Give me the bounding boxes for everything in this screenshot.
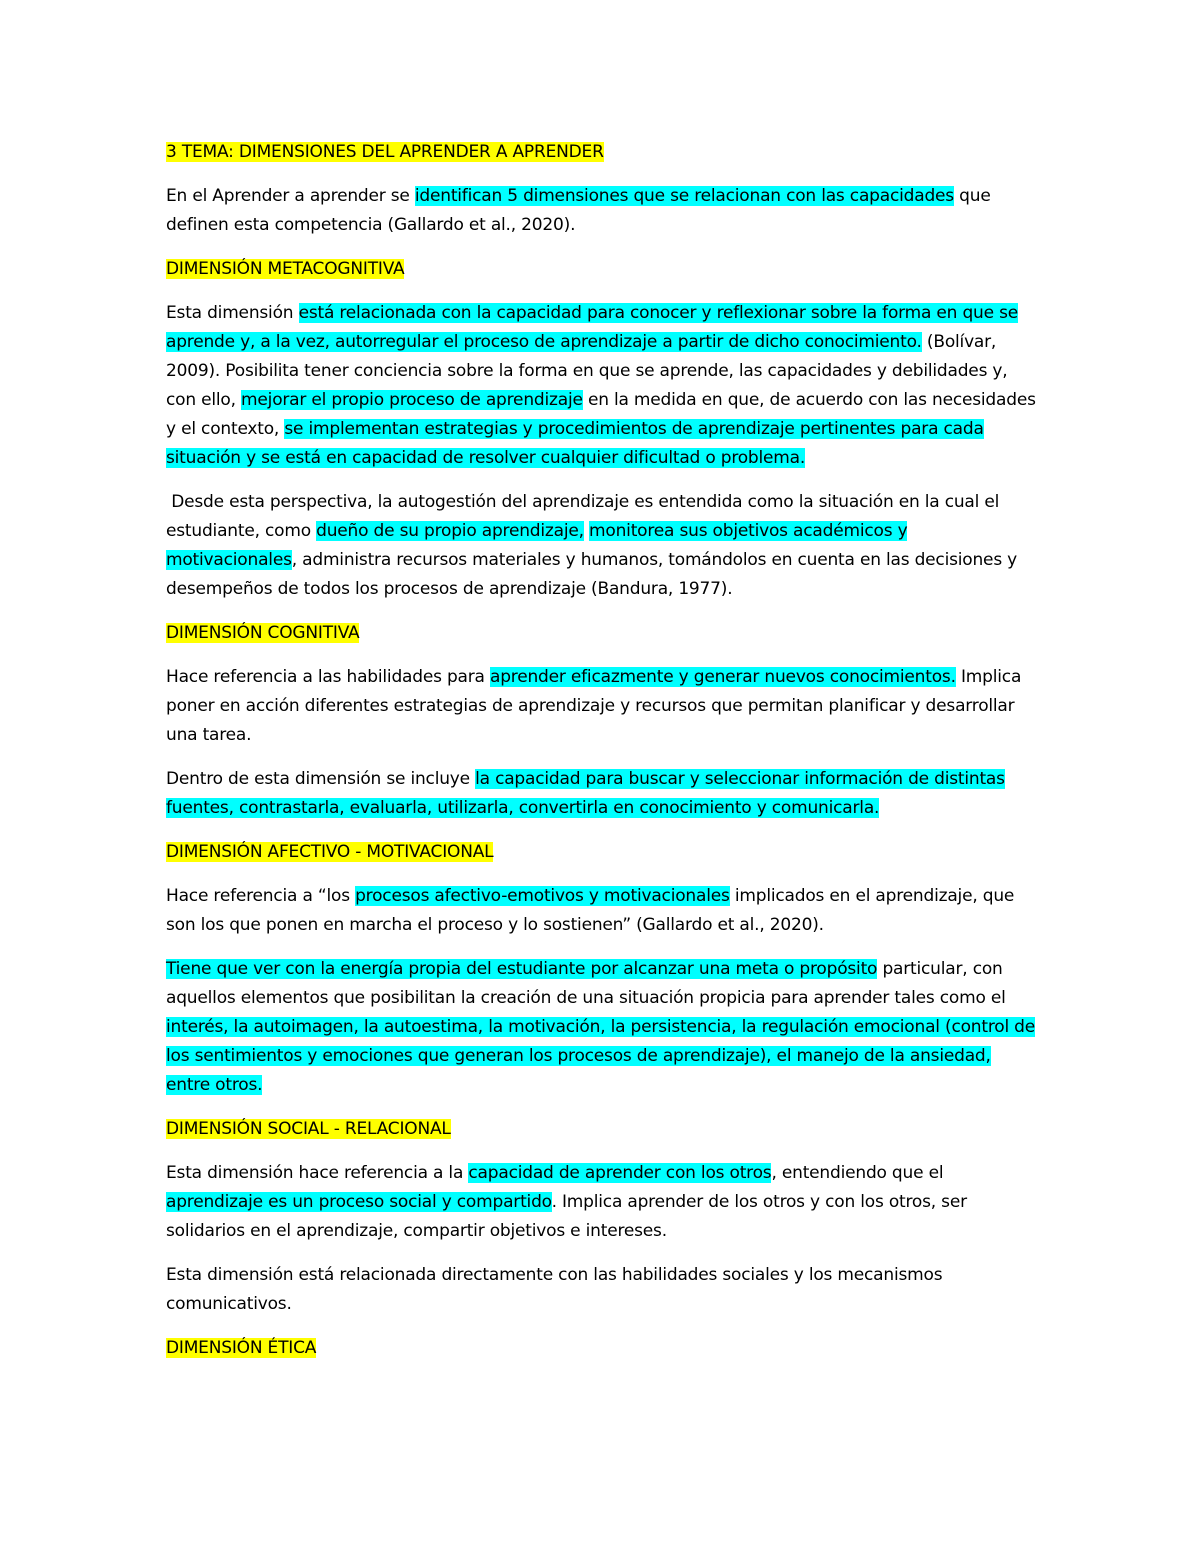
highlighted-text: procesos afectivo-emotivos y motivacionales xyxy=(355,886,730,906)
text-run: Esta dimensión xyxy=(166,303,299,323)
text-run: Desde esta perspectiva, la autogestión del aprendizaje es entendida como la situación en la cual el estudiante, como xyxy=(166,492,1005,541)
section-heading-cognitiva xyxy=(166,619,1038,648)
text-run: que definen esta competencia (Gallardo et al., 2020). xyxy=(166,186,991,235)
afectivo-paragraph-1 xyxy=(166,882,1038,940)
social-paragraph-1 xyxy=(166,1159,1038,1246)
text-run: , administra recursos materiales y humanos, tomándolos en cuenta en las decisiones y desempeños de todos los procesos de aprendizaje (Bandura, 1977). xyxy=(166,550,1018,599)
highlighted-text: la capacidad para buscar y seleccionar información de distintas fuentes, contrastarla, evaluarla, utilizarla, convertirla en conocimiento y comunicarla. xyxy=(166,769,1005,818)
section-heading-social xyxy=(166,1115,1038,1144)
text-run: Hace referencia a las habilidades para xyxy=(166,667,490,687)
text-run: , entendiendo que el xyxy=(771,1163,944,1183)
highlighted-text: aprendizaje es un proceso social y compartido xyxy=(166,1192,552,1212)
text-run: Esta dimensión hace referencia a la xyxy=(166,1163,469,1183)
social-paragraph-2 xyxy=(166,1261,1038,1319)
section-heading-etica xyxy=(166,1334,1038,1363)
highlighted-text: mejorar el propio proceso de aprendizaje xyxy=(241,390,583,410)
metacognitiva-paragraph-1 xyxy=(166,299,1038,473)
afectivo-paragraph-2 xyxy=(166,955,1038,1100)
highlighted-text: monitorea sus objetivos académicos y motivacionales xyxy=(166,521,908,570)
text-run: en la medida en que, de acuerdo con las necesidades y el contexto, xyxy=(166,390,1036,439)
intro-paragraph xyxy=(166,182,1038,240)
highlighted-text: capacidad de aprender con los otros xyxy=(468,1163,772,1183)
text-run: implicados en el aprendizaje, que son los que ponen en marcha el proceso y lo sostienen” (Gallardo et al., 2020). xyxy=(166,886,1015,935)
highlighted-text: dueño de su propio aprendizaje, xyxy=(316,521,584,541)
text-run: En el Aprender a aprender se xyxy=(166,186,415,206)
heading-highlight: DIMENSIÓN SOCIAL - RELACIONAL xyxy=(166,1119,451,1139)
text-run: . Implica aprender de los otros y con los otros, ser solidarios en el aprendizaje, compartir objetivos e intereses. xyxy=(166,1192,967,1241)
text-run: Hace referencia a “los xyxy=(166,886,356,906)
highlighted-text: identifican 5 dimensiones que se relacionan con las capacidades xyxy=(414,186,954,206)
text-run: Implica poner en acción diferentes estrategias de aprendizaje y recursos que permitan planificar y desarrollar una tarea. xyxy=(166,667,1022,745)
cognitiva-paragraph-2 xyxy=(166,765,1038,823)
heading-highlight: DIMENSIÓN AFECTIVO - MOTIVACIONAL xyxy=(166,842,494,862)
metacognitiva-paragraph-2 xyxy=(166,488,1038,604)
text-run: Dentro de esta dimensión se incluye xyxy=(166,769,476,789)
document-title xyxy=(166,138,1038,167)
text-run: (Bolívar, 2009). Posibilita tener conciencia sobre la forma en que se aprende, las capacidades y debilidades y, con ello, xyxy=(166,332,1008,410)
heading-highlight: DIMENSIÓN COGNITIVA xyxy=(166,623,360,643)
section-heading-afectivo xyxy=(166,838,1038,867)
highlighted-text: Tiene que ver con la energía propia del estudiante por alcanzar una meta o propósito xyxy=(166,959,878,979)
heading-highlight: DIMENSIÓN METACOGNITIVA xyxy=(166,259,405,279)
title-highlight: 3 TEMA: DIMENSIONES DEL APRENDER A APRENDER xyxy=(166,142,604,162)
highlighted-text: se implementan estrategias y procedimientos de aprendizaje pertinentes para cada situación y se está en capacidad de resolver cualquier dificultad o problema. xyxy=(166,419,984,468)
section-heading-metacognitiva xyxy=(166,255,1038,284)
highlighted-text: interés, la autoimagen, la autoestima, la motivación, la persistencia, la regulación emocional (control de los sentimientos y emociones que generan los procesos de aprendizaje), el manejo de la ansiedad, entre otros. xyxy=(166,1017,1036,1095)
text-run: Esta dimensión está relacionada directamente con las habilidades sociales y los mecanismos comunicativos. xyxy=(166,1265,943,1314)
highlighted-text: está relacionada con la capacidad para conocer y reflexionar sobre la forma en que se aprende y, a la vez, autorregular el proceso de aprendizaje a partir de dicho conocimiento. xyxy=(166,303,1018,352)
heading-highlight: DIMENSIÓN ÉTICA xyxy=(166,1338,317,1358)
highlighted-text: aprender eficazmente y generar nuevos conocimientos. xyxy=(489,667,956,687)
text-run: particular, con aquellos elementos que posibilitan la creación de una situación propicia para aprender tales como el xyxy=(166,959,1006,1008)
document-body xyxy=(166,138,1038,1378)
cognitiva-paragraph-1 xyxy=(166,663,1038,750)
